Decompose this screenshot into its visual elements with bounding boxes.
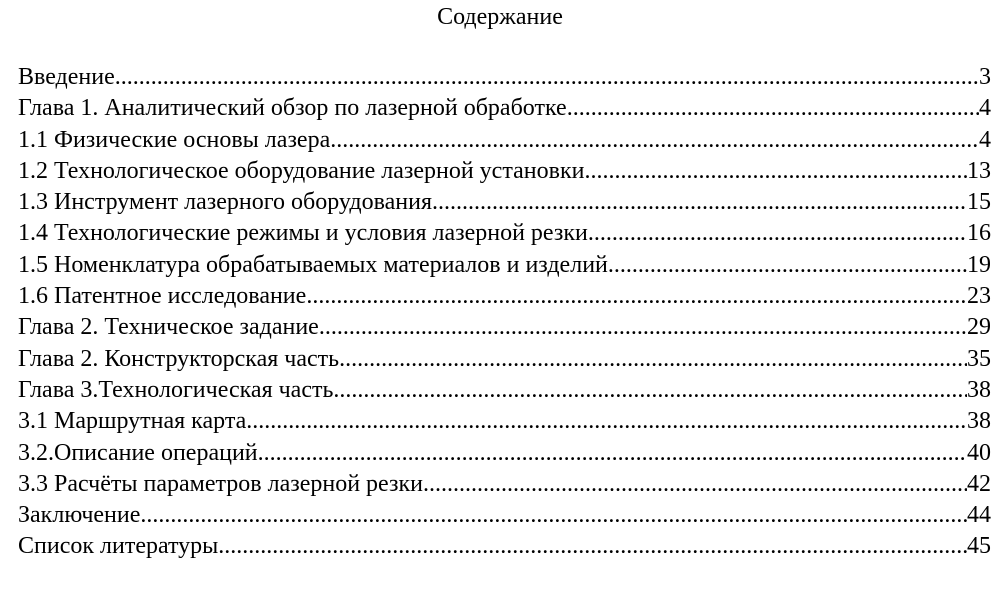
toc-dot-leader: [567, 93, 979, 124]
toc-dot-leader: [140, 500, 967, 531]
toc-entry-section-1-4[interactable]: [18, 218, 991, 249]
toc-dot-leader: [588, 218, 967, 249]
toc-entry-page-number: 13: [967, 157, 991, 184]
toc-entry-page-number: 16: [967, 220, 991, 247]
toc-dot-leader: [608, 250, 967, 281]
toc-dot-leader: [423, 469, 967, 500]
toc-entry-title: 3.1 Маршрутная карта: [18, 408, 247, 435]
toc-entry-section-1-6[interactable]: [18, 281, 991, 312]
toc-dot-leader: [345, 344, 967, 375]
toc-entry-title: Введение: [18, 64, 115, 90]
toc-dot-leader: [218, 531, 967, 562]
toc-entry-chapter-1[interactable]: [18, 93, 991, 124]
toc-entry-page-number: 40: [967, 439, 991, 466]
toc-entry-page-number: 15: [967, 189, 991, 216]
toc-dot-leader: [115, 62, 979, 93]
toc-entry-title: Список литературы: [18, 533, 219, 560]
toc-dot-leader: [330, 125, 979, 156]
toc-entry-conclusion[interactable]: [18, 500, 991, 531]
toc-title: Содержание: [437, 4, 563, 30]
toc-entry-title: Глава 3.Технологическая часть: [18, 376, 334, 403]
toc-entry-page-number: 44: [967, 502, 991, 529]
toc-dot-leader: [264, 438, 967, 469]
toc-entry-title: 3.3 Расчёты параметров лазерной резки: [18, 470, 423, 497]
toc-entry-page-number: 45: [967, 533, 991, 560]
toc-entry-chapter-2-design[interactable]: [18, 344, 991, 375]
toc-entry-title: Глава 2. Техническое задание: [18, 314, 319, 341]
toc-entry-title: Глава 2. Конструкторская часть.: [18, 345, 346, 372]
toc-entry-introduction[interactable]: [18, 62, 991, 93]
toc-entry-page-number: 4: [979, 126, 991, 153]
toc-entry-chapter-2-technical-task[interactable]: [18, 312, 991, 343]
toc-entry-title: 1.4 Технологические режимы и условия лазерной резки: [18, 220, 588, 247]
toc-entry-page-number: 38: [967, 408, 991, 435]
toc-dot-leader: [584, 156, 967, 187]
toc-dot-leader: [432, 187, 967, 218]
toc-entry-section-1-5[interactable]: [18, 250, 991, 281]
toc-entry-page-number: 29: [967, 314, 991, 341]
toc-entry-page-number: 23: [967, 283, 991, 310]
toc-dot-leader: [333, 375, 967, 406]
toc-entry-section-1-3[interactable]: [18, 187, 991, 218]
toc-entry-page-number: 19: [967, 251, 991, 278]
toc-entry-title: Глава 1. Аналитический обзор по лазерной обработке: [18, 95, 567, 122]
toc-entry-page-number: 4: [979, 95, 991, 122]
toc-entry-section-1-1[interactable]: [18, 125, 991, 156]
toc-entry-title: 1.3 Инструмент лазерного оборудования: [18, 189, 432, 216]
toc-entry-title: 1.5 Номенклатура обрабатываемых материалов и изделий: [18, 251, 608, 278]
toc-entry-section-3-3[interactable]: [18, 469, 991, 500]
toc-entry-section-3-1[interactable]: [18, 406, 991, 437]
toc-entry-page-number: 35: [967, 345, 991, 372]
toc-entry-section-1-2[interactable]: [18, 156, 991, 187]
toc-entry-page-number: 42: [967, 470, 991, 497]
toc-entry-page-number: 38: [967, 376, 991, 403]
toc-dot-leader: [319, 312, 967, 343]
toc-entry-title: 1.1 Физические основы лазера: [18, 126, 331, 153]
toc-entry-chapter-3[interactable]: [18, 375, 991, 406]
toc-entry-title: 3.2.Описание операций.: [18, 439, 264, 466]
toc-entry-title: 1.6 Патентное исследование: [18, 283, 307, 310]
toc-dot-leader: [246, 406, 967, 437]
toc-list: [18, 62, 991, 563]
toc-entry-page-number: 3: [979, 64, 991, 90]
toc-entry-section-3-2[interactable]: [18, 438, 991, 469]
toc-entry-title: Заключение: [18, 502, 141, 529]
toc-dot-leader: [306, 281, 967, 312]
toc-entry-references[interactable]: [18, 531, 991, 562]
toc-entry-title: 1.2 Технологическое оборудование лазерной установки: [18, 157, 585, 184]
